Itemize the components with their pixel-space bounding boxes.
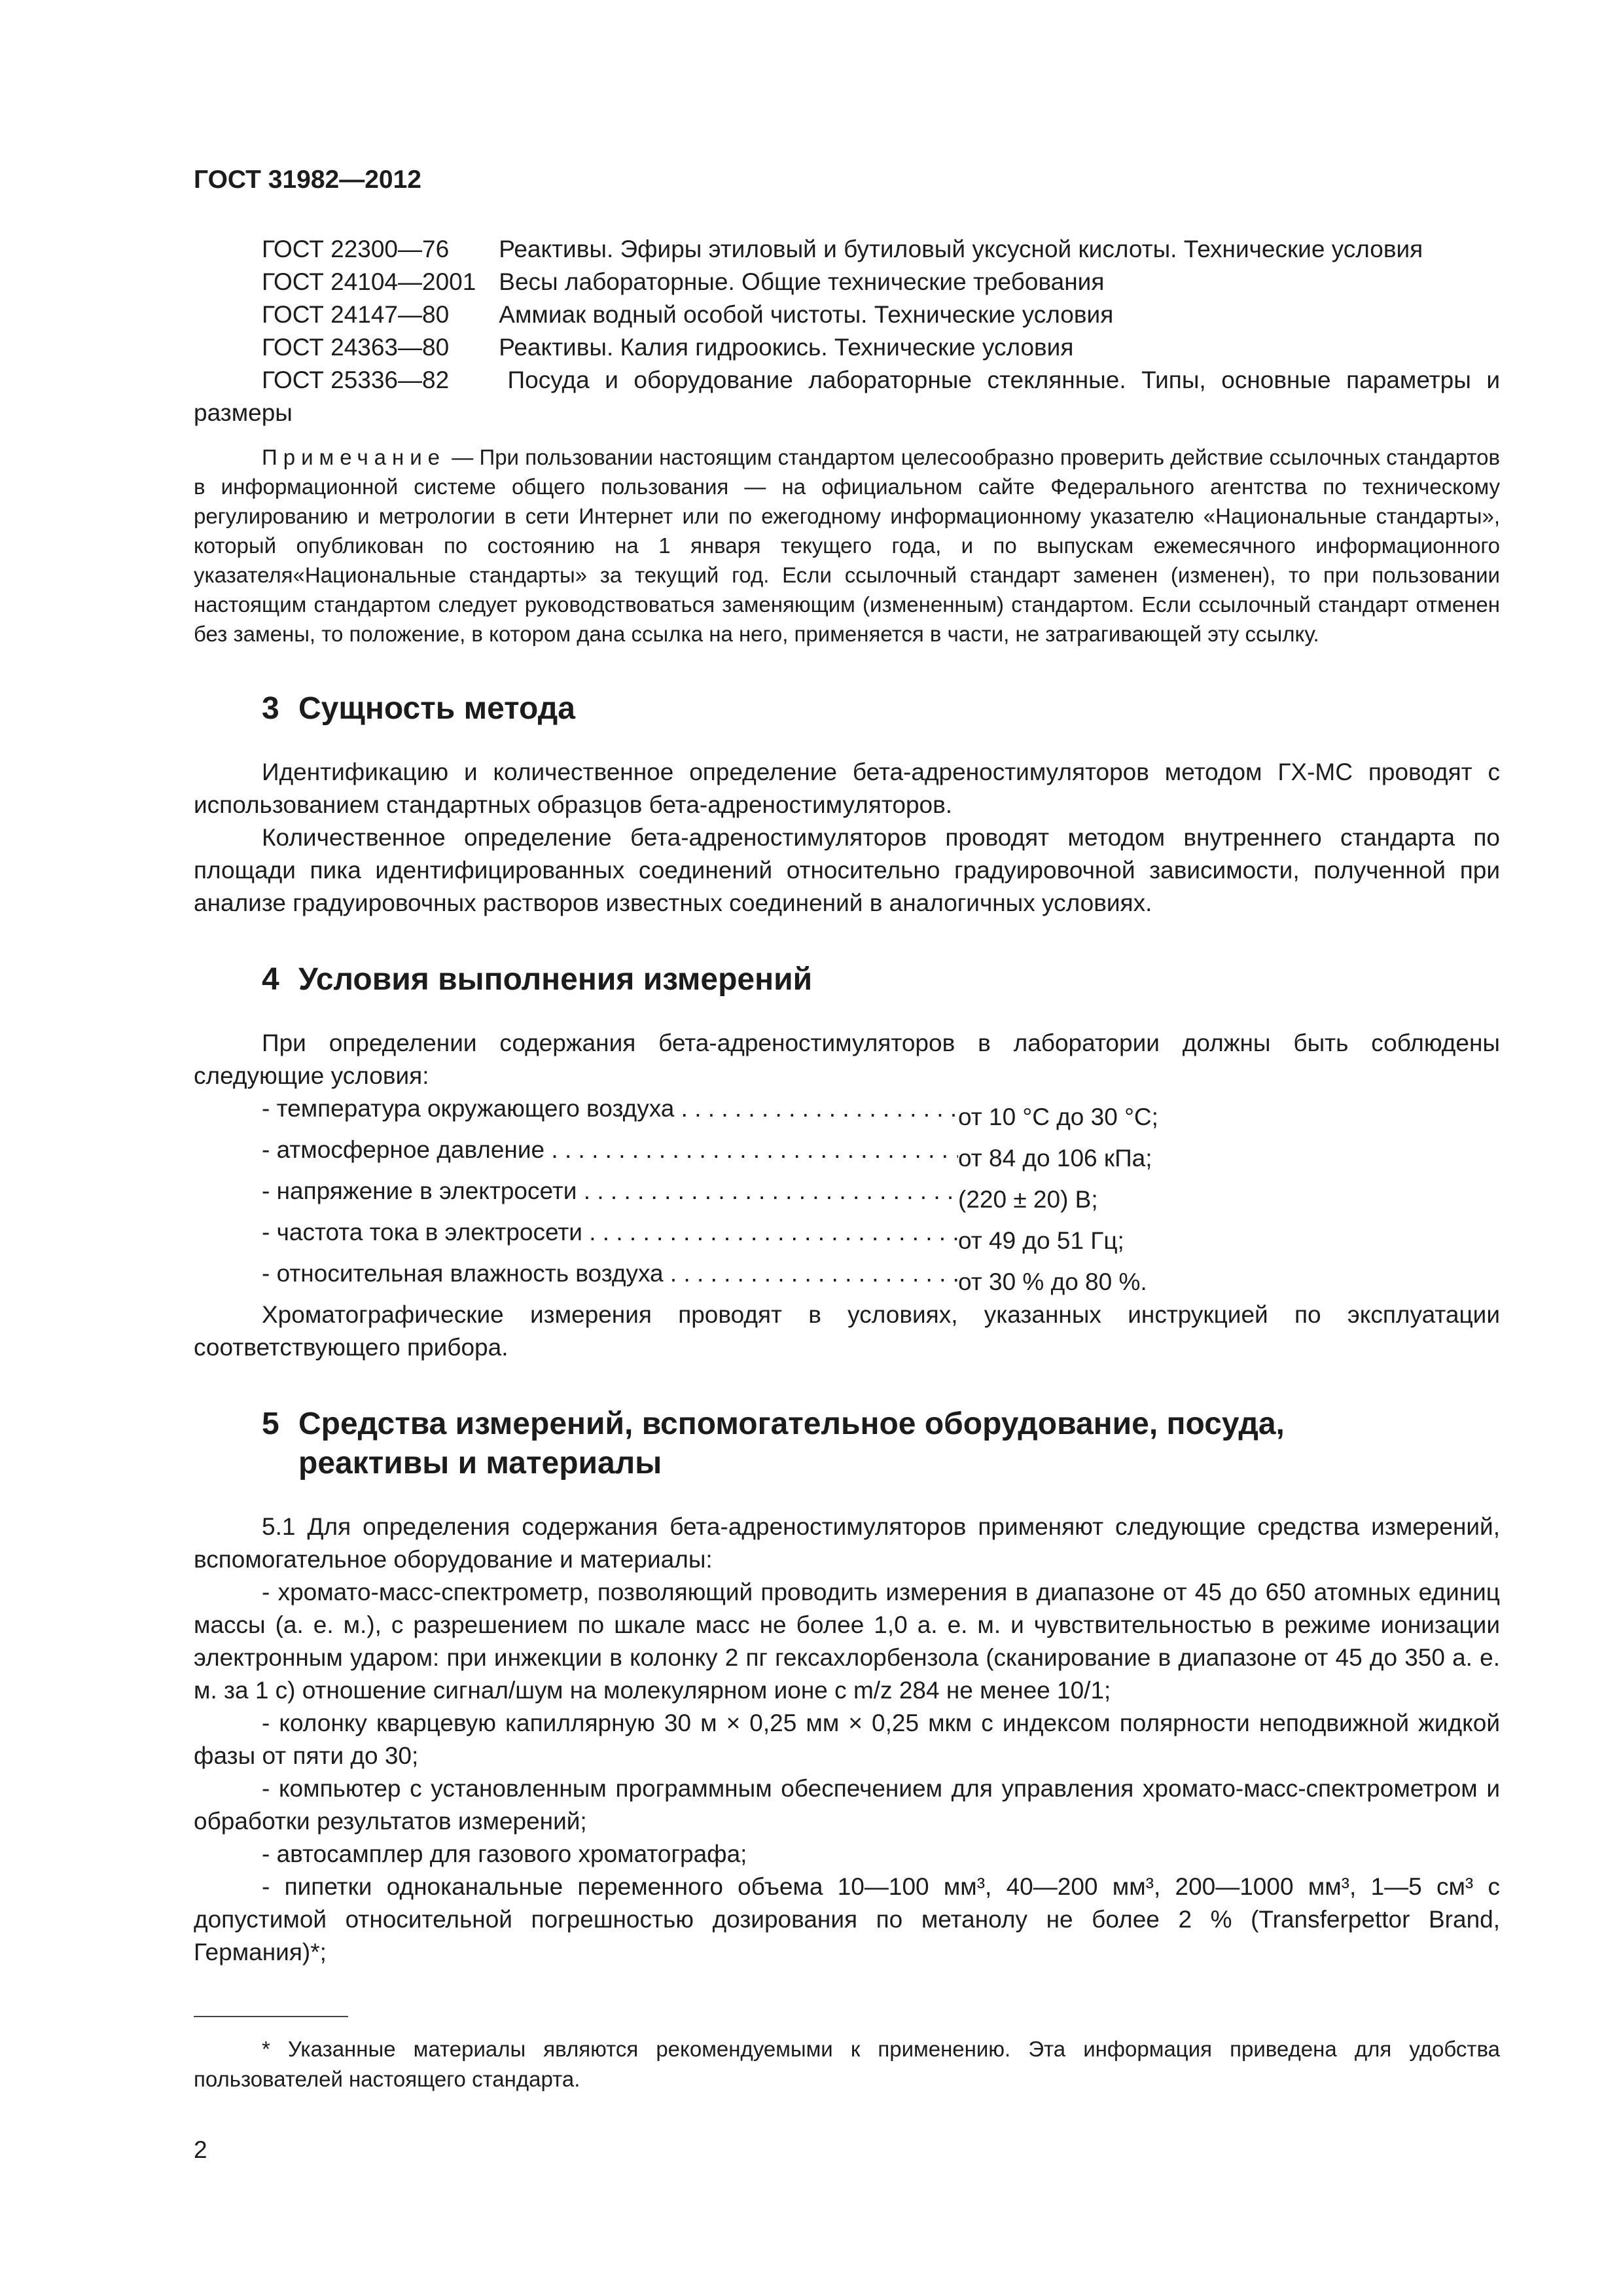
condition-row [194,1134,1500,1175]
reference-title: Посуда и оборудование лабораторные стеклянные. Типы, основные параметры и размеры [194,367,1501,426]
section-title: Условия выполнения измерений [298,962,813,997]
reference-entry [194,331,1500,364]
list-item: - автосамплер для газового хроматографа; [262,1840,747,1867]
reference-title: Аммиак водный особой чистоты. Технические условия [499,301,1114,328]
reference-entry [194,364,1500,429]
section-5-heading [194,1405,1500,1483]
condition-label: - напряжение в электросети . . . [262,1175,958,1208]
condition-row [194,1175,1500,1216]
condition-value: от 10 °С до 30 °С; [958,1103,1158,1130]
condition-label: - относительная влажность воздуха . . . [262,1257,958,1290]
condition-row [194,1216,1500,1257]
reference-title: Реактивы. Эфиры этиловый и бутиловый уксусной кислоты. Технические условия [499,236,1423,262]
list-item: - пипетки одноканальные переменного объема 10—100 мм³, 40—200 мм³, 200—1000 мм³, 1—5 см³ с допустимой относительной погрешностью дозирования по метанолу не более 2 % (Transferpettor Brand, Германия)*; [194,1873,1500,1965]
note-text: — При пользовании настоящим стандартом целесообразно проверить действие ссылочных стандартов в информационной системе общего пользования — на официальном сайте Федерального агентства по техническому регулированию и метрологии в сети Интернет или по ежегодному информационному указателю «Национальные стандарты», который опубликован по состоянию на 1 января текущего года, и по выпускам ежемесячного информационного указателя«Национальные стандарты» за текущий год. Если ссылочный стандарт заменен (изменен), то при пользовании настоящим стандартом следует руководствоваться заменяющим (измененным) стандартом. Если ссылочный стандарт отменен без замены, то положение, в котором дана ссылка на него, применяется в части, не затрагивающей эту ссылку. [194,445,1500,646]
list-item: - колонку кварцевую капиллярную 30 м × 0,25 мм × 0,25 мкм с индексом полярности неподвижной жидкой фазы от пяти до 30; [194,1710,1500,1769]
reference-code: ГОСТ 25336—82 [262,367,450,393]
paragraph: Идентификацию и количественное определение бета-адреностимуляторов методом ГХ-МС проводят с использованием стандартных образцов бета-адреностимуляторов. [194,759,1500,818]
condition-label: - частота тока в электросети . . . [262,1216,958,1249]
reference-code: ГОСТ 22300—76 [262,236,450,262]
section-number: 5 [262,1407,279,1441]
reference-code: ГОСТ 24104—2001 [262,268,476,295]
section-number: 3 [262,691,279,726]
note-paragraph [194,442,1500,649]
condition-value: от 49 до 51 Гц; [958,1227,1124,1254]
note-label: Примечание [262,445,446,469]
list-item: - компьютер с установленным программным обеспечением для управления хромато-масс-спектрометром и обработки результатов измерений; [194,1775,1500,1835]
section-4-heading [194,960,1500,999]
condition-label: - температура окружающего воздуха . . . [262,1092,958,1125]
footnote: * Указанные материалы являются рекомендуемыми к применению. Эта информация приведена для удобства пользователей настоящего стандарта. [194,2037,1500,2091]
condition-row [194,1092,1500,1134]
paragraph: При определении содержания бета-адреностимуляторов в лаборатории должны быть соблюдены следующие условия: [194,1030,1500,1089]
condition-value: от 30 % до 80 %. [958,1268,1147,1295]
paragraph: 5.1 Для определения содержания бета-адреностимуляторов применяют следующие средства измерений, вспомогательное оборудование и материалы: [194,1513,1500,1573]
running-header: ГОСТ 31982—2012 [194,166,421,194]
condition-row [194,1257,1500,1299]
paragraph: Количественное определение бета-адреностимуляторов проводят методом внутреннего стандарта по площади пика идентифицированных соединений относительно градуировочной зависимости, полученной при анализе градуировочных растворов известных соединений в аналогичных условиях. [194,824,1500,916]
list-item: - хромато-масс-спектрометр, позволяющий проводить измерения в диапазоне от 45 до 650 атомных единиц массы (а. е. м.), с разрешением по шкале масс не более 1,0 а. е. м. и чувствительностью в режиме ионизации электронным ударом: при инжекции в колонку 2 пг гексахлорбензола (сканирование в диапазоне от 45 до 350 а. е. м. за 1 с) отношение сигнал/шум на молекулярном ионе с m/z 284 не менее 10/1; [194,1579,1500,1704]
section-3-heading [194,689,1500,728]
reference-code: ГОСТ 24147—80 [262,301,450,328]
page-number: 2 [194,2136,207,2163]
reference-title: Реактивы. Калия гидроокись. Технические условия [499,334,1074,361]
condition-value: от 84 до 106 кПа; [958,1145,1152,1172]
reference-entry [194,233,1500,266]
reference-entry [194,298,1500,331]
section-title: Средства измерений, вспомогательное оборудование, посуда, реактивы и материалы [298,1407,1285,1480]
condition-value: (220 ± 20) В; [958,1186,1098,1213]
paragraph: Хроматографические измерения проводят в условиях, указанных инструкцией по эксплуатации соответствующего прибора. [194,1301,1500,1361]
footnote-divider [194,2016,348,2017]
condition-label: - атмосферное давление . . . [262,1134,958,1166]
reference-entry [194,266,1500,298]
reference-code: ГОСТ 24363—80 [262,334,450,361]
section-number: 4 [262,962,279,997]
section-title: Сущность метода [298,691,575,726]
reference-title: Весы лабораторные. Общие технические требования [499,268,1105,295]
